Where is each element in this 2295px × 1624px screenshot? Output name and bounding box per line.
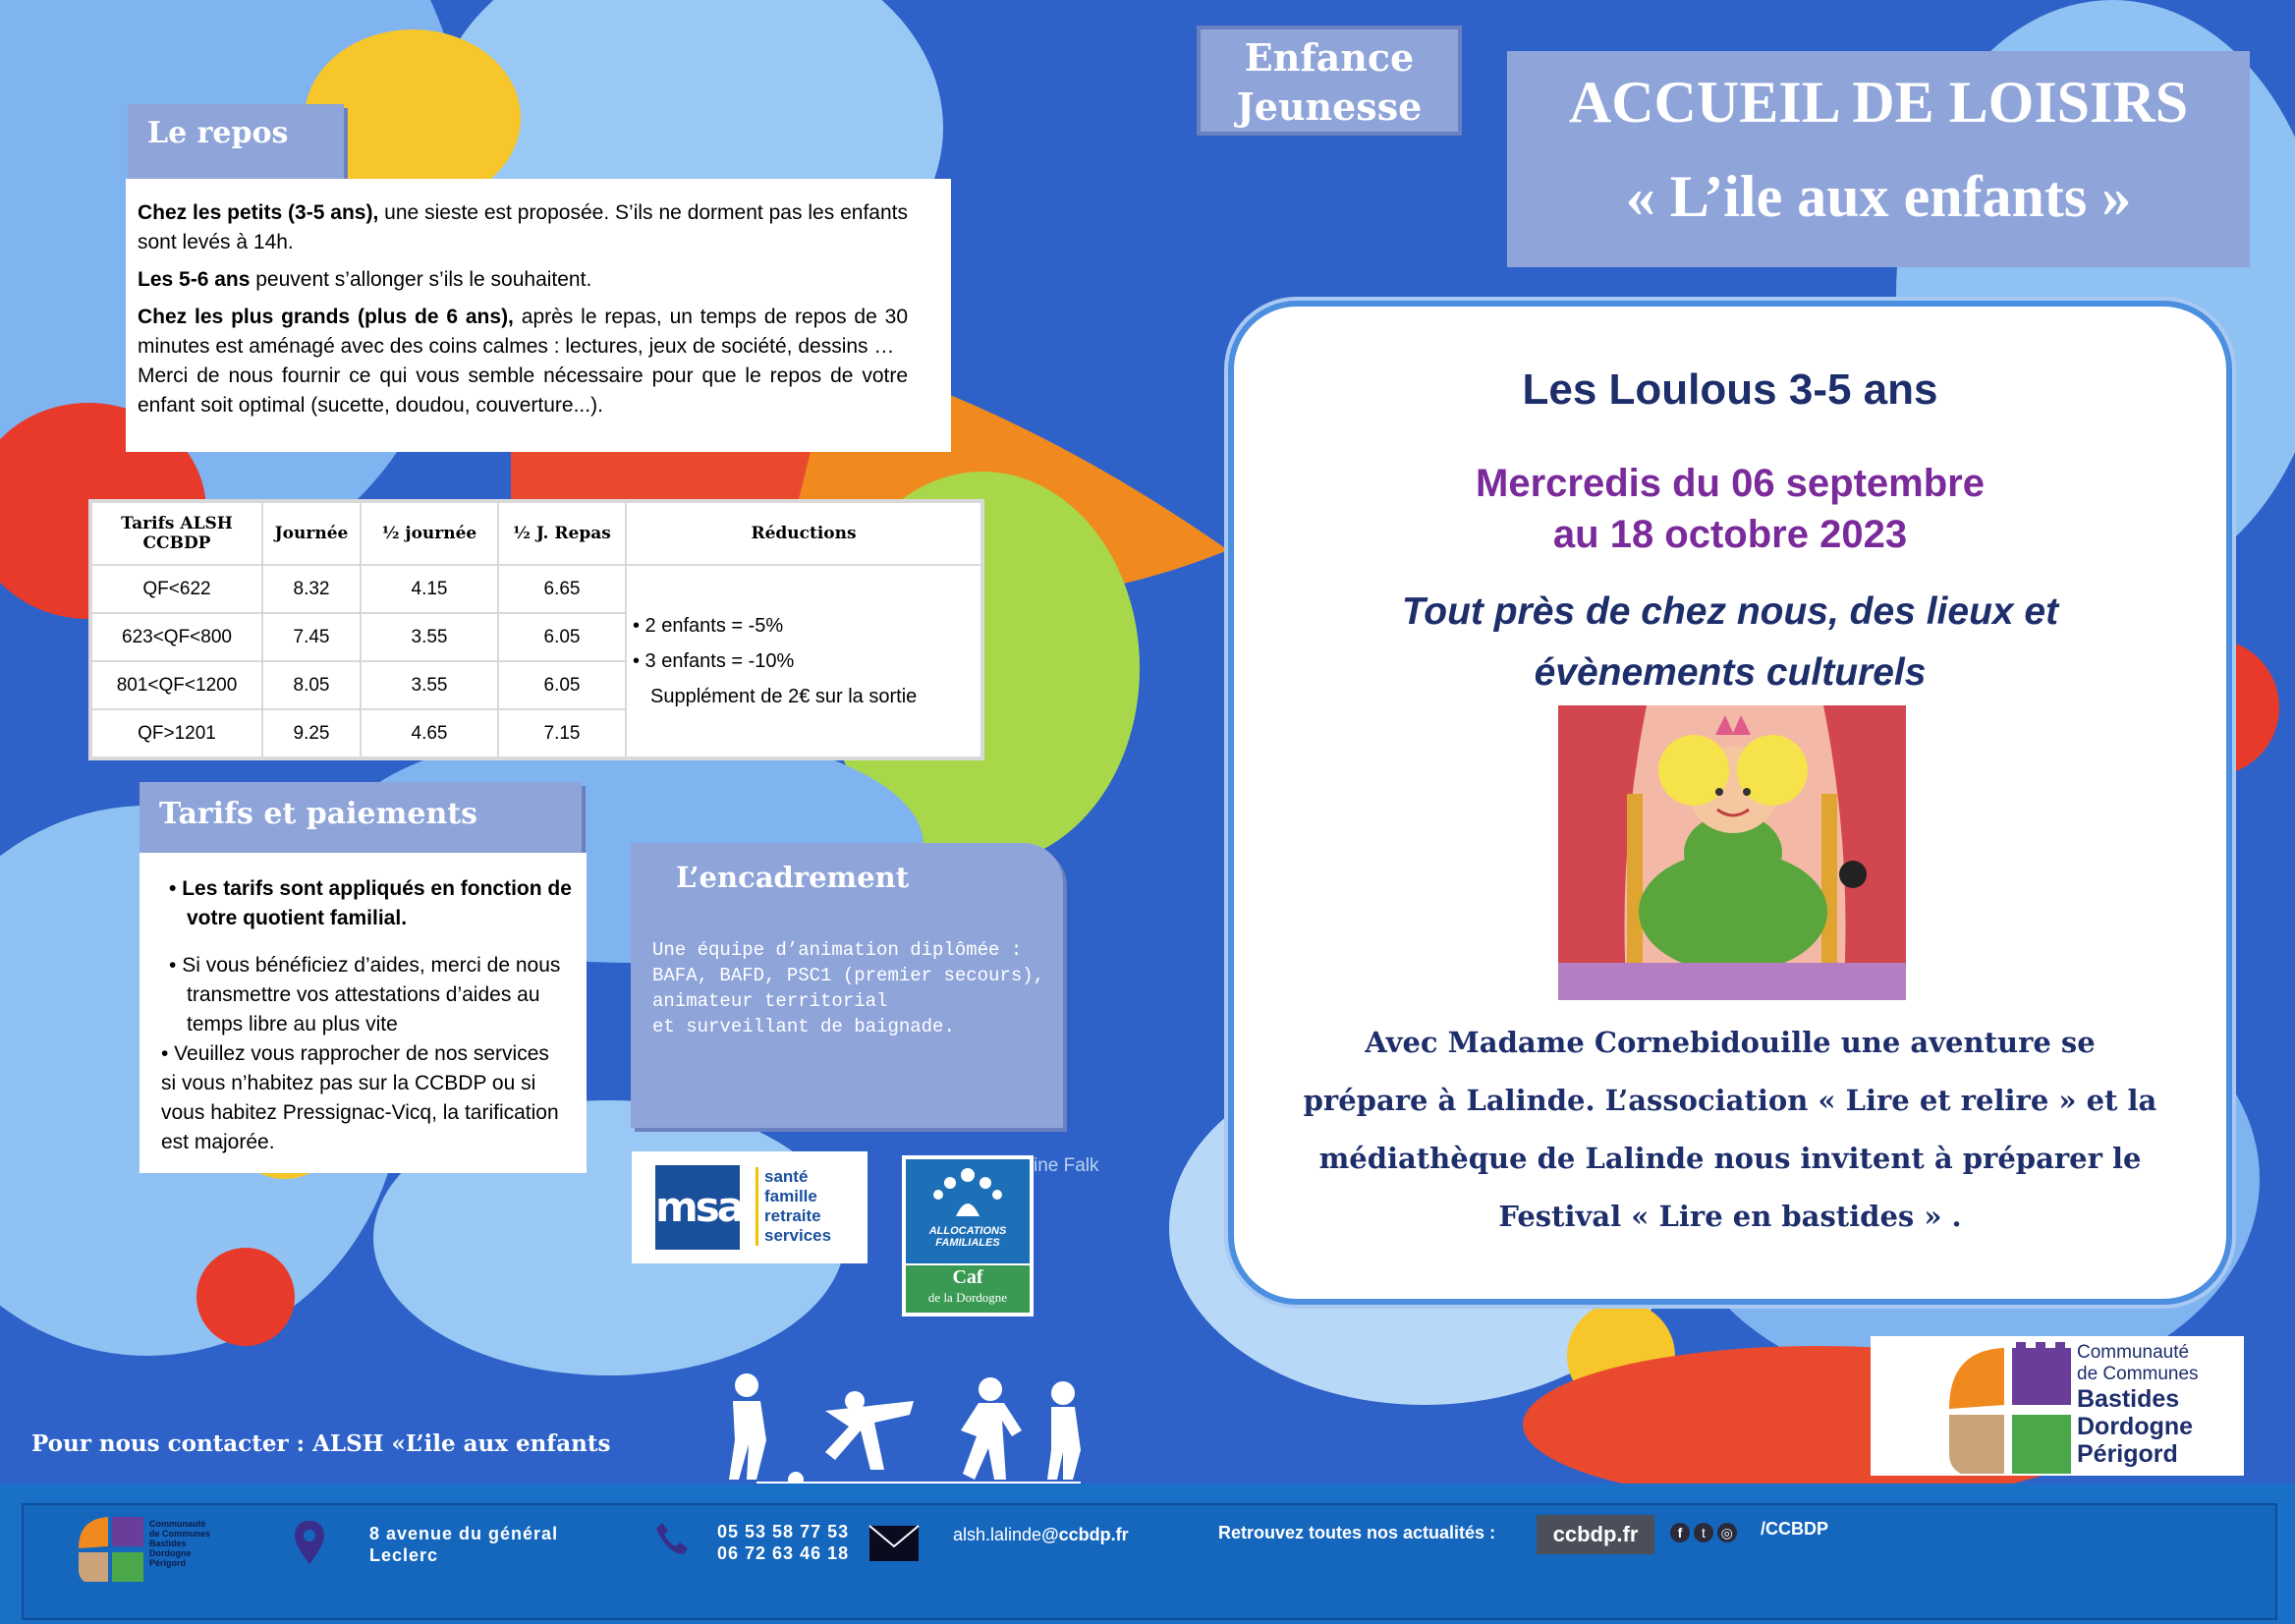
desc-line-3: médiathèque de Lalinde nous invitent à préparer le [1318,1142,2142,1175]
tp-item-3: • Veuillez vous rapprocher de nos services si vous n’habitez pas sur la CCBDP ou si vous habitez Pressignac-Vicq, la tarification est majorée. [161,1042,559,1153]
footer-logo-text [149,1519,210,1568]
header-journee: Journée [262,502,361,565]
repos-label [128,104,344,183]
msa-line: services [764,1226,832,1245]
msa-line: santé [764,1167,809,1186]
caf-line-3: Caf [952,1266,983,1288]
desc-line-4: Festival « Lire en bastides » . [1498,1200,1962,1233]
footer-logo-line: Communauté [149,1519,206,1529]
artist-signature: ine Falk [1034,1155,1099,1176]
dates-line-2: au 18 octobre 2023 [1552,513,1908,556]
encadrement-text-1: Une équipe d’animation diplômée : BAFA, BAFD, PSC1 (premier secours), animateur territorial [652,939,1045,1012]
ccbdp-line-1: Communauté [2077,1342,2190,1363]
email-user: alsh.lalinde [953,1525,1042,1544]
msa-mark-text: msa [655,1183,743,1231]
title-banner [1507,51,2250,267]
repos-p3-text: après le repas, un temps de repos de 30 minutes est aménagé avec des coins calmes : lectures, jeux de société, dessins … [138,306,908,358]
tarifs-table [90,501,982,758]
table-cell: 9.25 [262,709,361,757]
kids-silhouettes-icon [717,1372,1100,1489]
description [1234,1014,2226,1246]
reduction-item: • 3 enfants = -10% [633,650,795,672]
msa-lines [756,1167,831,1246]
footer-logo-emblem [77,1515,145,1584]
site-badge[interactable] [1537,1515,1654,1554]
tp-item-2-text: Si vous bénéficiez d’aides, merci de nous transmettre vos attestations d’aides au temps libre au plus vite [182,954,561,1036]
header-tarifs: Tarifs ALSH CCBDP [91,502,262,565]
ccbdp-line-5: Périgord [2077,1440,2178,1468]
footer-news: Retrouvez toutes nos actualités : [1218,1523,1496,1542]
table-cell: 7.45 [262,613,361,661]
footer-logo-line: Bastides [149,1539,187,1548]
table-cell: 7.15 [498,709,626,757]
title-line-1: ACCUEIL DE LOISIRS [1568,70,2189,135]
table-cell: 6.05 [498,661,626,709]
phone-icon [654,1521,690,1556]
tp-item-1: • Les tarifs sont appliqués en fonction de votre quotient familial. [169,877,572,929]
ccbdp-line-2: de Communes [2077,1364,2199,1384]
caf-line-1: ALLOCATIONS [928,1225,1007,1237]
desc-line-1: Avec Madame Cornebidouille une aventure se [1365,1026,2096,1059]
tarifs-paiements-label [140,782,582,853]
table-cell: QF<622 [91,565,262,613]
msa-logo [632,1151,868,1263]
contact-text: Pour nous contacter : ALSH «L’ile aux enfants [31,1430,611,1457]
msa-mark [655,1165,743,1250]
ccbdp-text [2077,1342,2199,1468]
repos-p3-bold: Chez les plus grands (plus de 6 ans), [138,306,514,328]
footer [0,1484,2295,1624]
repos-para-1 [138,198,908,257]
theme-line-1: Tout près de chez nous, des lieux et [1401,590,2059,633]
caf-line-2: FAMILIALES [935,1237,1000,1249]
repos-box [126,179,951,452]
reduction-item: • 2 enfants = -5% [633,615,784,637]
header-demi-repas: ½ J. Repas [498,502,626,565]
tp-item-1-text: Les tarifs sont appliqués en fonction de votre quotient familial. [182,877,572,929]
encadrement-body [652,937,1045,1039]
table-cell: 8.05 [262,661,361,709]
ccbdp-emblem [1941,1340,2079,1478]
caf-family-icon [928,1165,1007,1220]
theme [1234,582,2226,703]
cornebidouille-illustration [1558,705,1906,1000]
desc-line-2: prépare à Lalinde. L’association « Lire et relire » et la [1303,1084,2157,1117]
table-cell: 801<QF<1200 [91,661,262,709]
location-pin-icon [295,1521,324,1564]
ccbdp-line-4: Dordogne [2077,1413,2194,1440]
repos-p2-bold: Les 5-6 ans [138,268,251,291]
social-icons [1670,1523,1737,1542]
dates-line-1: Mercredis du 06 septembre [1476,462,1985,505]
footer-email[interactable] [953,1525,1129,1545]
encadrement-label: L’encadrement [676,861,910,894]
caf-line-4: de la Dordogne [927,1290,1008,1305]
enfance-jeunesse-tag [1197,26,1462,136]
title-line-2: « L’ile aux enfants » [1625,164,2132,229]
twitter-icon[interactable]: t [1694,1523,1713,1542]
table-cell: 3.55 [361,613,498,661]
tag-line-1: Enfance [1244,35,1415,80]
table-header-row [91,502,981,565]
caf-top [906,1159,1030,1263]
encadrement-box [631,843,1063,1128]
footer-social-handle[interactable]: /CCBDP [1761,1519,1829,1539]
encadrement-text-2: et surveillant de baignade. [652,1016,955,1037]
tarifs-paiements-label-text: Tarifs et paiements [159,797,478,831]
phone-2: 06 72 63 46 18 [717,1543,850,1563]
table-cell: 623<QF<800 [91,613,262,661]
repos-para-2 [138,265,908,295]
dates [1234,458,2226,560]
facebook-icon[interactable]: f [1670,1523,1690,1542]
mail-icon [868,1525,920,1562]
msa-line: famille [764,1187,817,1205]
footer-logo-line: de Communes [149,1529,211,1539]
footer-phones [717,1521,849,1564]
repos-p2-text: peuvent s’allonger s’ils le souhaitent. [250,268,592,291]
footer-logo-line: Périgord [149,1558,187,1568]
instagram-icon[interactable]: ◎ [1717,1523,1737,1542]
table-cell: 4.15 [361,565,498,613]
table-cell: 4.65 [361,709,498,757]
repos-label-text: Le repos [147,116,289,150]
programme-panel [1228,301,2232,1305]
tp-item-2: • Si vous bénéficiez d’aides, merci de nous transmettre vos attestations d’aides au temps libre au plus vite [169,954,561,1036]
header-reductions: Réductions [626,502,981,565]
email-domain: @ccbdp.fr [1041,1525,1129,1544]
msa-line: retraite [764,1206,821,1225]
tarifs-paiements-box [140,853,587,1173]
repos-p1-bold: Chez les petits (3-5 ans), [138,201,379,224]
table-cell: QF>1201 [91,709,262,757]
tarifs-table-box [88,499,984,760]
ccbdp-logo [1871,1336,2244,1476]
group-title: Les Loulous 3-5 ans [1522,365,1938,414]
reductions-cell [626,565,981,757]
caf-logo [902,1155,1034,1316]
header-demi-journee: ½ journée [361,502,498,565]
tag-line-2: Jeunesse [1236,84,1423,129]
repos-p1-text: une sieste est proposée. S’ils ne dorment pas les enfants sont levés à 14h. [138,201,908,253]
footer-bar [22,1503,2277,1620]
theme-line-2: évènements culturels [1534,651,1927,694]
caf-bottom [906,1265,1030,1313]
table-row [91,565,981,613]
reduction-item: Supplément de 2€ sur la sortie [650,686,918,707]
repos-para-3 [138,303,908,362]
footer-address [369,1523,558,1566]
ccbdp-line-3: Bastides [2077,1385,2180,1413]
table-cell: 3.55 [361,661,498,709]
phone-1: 05 53 58 77 53 [717,1522,850,1541]
address-line-2: Leclerc [369,1545,439,1565]
table-cell: 6.05 [498,613,626,661]
table-cell: 8.32 [262,565,361,613]
repos-para-4: Merci de nous fournir ce qui vous semble nécessaire pour que le repos de votre enfant soit optimal (sucette, doudou, couverture...). [138,364,908,417]
site-text: ccbdp.fr [1552,1522,1639,1546]
footer-logo-line: Dordogne [149,1548,192,1558]
footer-logo [77,1515,234,1584]
address-line-1: 8 avenue du général [369,1524,559,1543]
table-cell: 6.65 [498,565,626,613]
